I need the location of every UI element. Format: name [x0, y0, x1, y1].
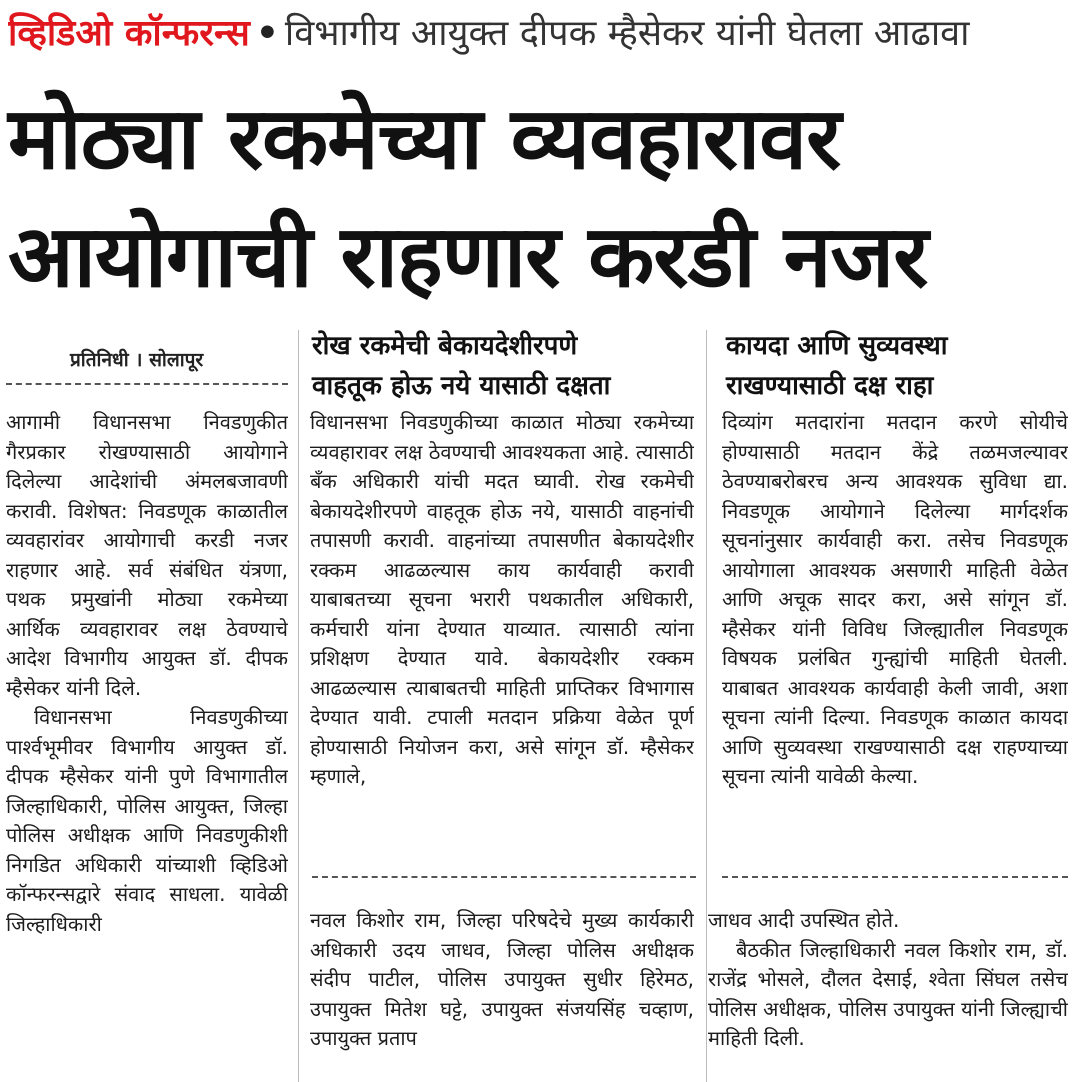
- column-2-body: [310, 408, 694, 870]
- column-2-continued: [310, 906, 694, 1078]
- column-1-paragraph-1: आगामी विधानसभा निवडणुकीत गैरप्रकार रोखण्यासाठी आयोगाने दिलेल्या आदेशांची अंमलबजावणी करावी. विशेषत: निवडणूक काळातील व्यवहारांवर आयोगाची करडी नजर राहणार आहे. सर्व संबंधित यंत्रणा, पथक प्रमुखांनी मोठ्या रकमेच्या आर्थिक व्यवहारावर लक्ष ठेवण्याचे आदेश विभागीय आयुक्त डॉ. दीपक म्हैसेकर यांनी दिले.: [6, 410, 288, 700]
- column-3-continued: [708, 906, 1068, 1078]
- column-2-subhead: [312, 326, 702, 406]
- column-2-subhead-line-2: वाहतूक होऊ नये यासाठी दक्षता: [312, 371, 611, 401]
- column-divider-2: [706, 330, 707, 1082]
- column-3-body: [722, 408, 1068, 870]
- kicker-line: [8, 6, 1068, 62]
- kicker-text: विभागीय आयुक्त दीपक म्हैसेकर यांनी घेतला आढावा: [284, 13, 970, 54]
- column-3-paragraph-2: जाधव आदी उपस्थित होते.: [708, 908, 900, 932]
- column-3-divider: [722, 876, 1068, 878]
- headline-line-1: मोठ्या रकमेच्या व्यवहारावर: [8, 89, 841, 189]
- column-2-divider: [312, 876, 696, 878]
- headline-line-2: आयोगाची राहणार करडी नजर: [8, 207, 928, 307]
- kicker-separator: •: [255, 13, 279, 54]
- column-2-paragraph-1: विधानसभा निवडणुकीच्या काळात मोठ्या रकमेच्या व्यवहारावर लक्ष ठेवण्याची आवश्यकता आहे. त्यासाठी बँक अधिकारी यांची मदत घ्यावी. रोख रकमेची बेकायदेशीरपणे वाहतूक होऊ नये, यासाठी वाहनांची तपासणी करावी. वाहनांच्या तपासणीत बेकायदेशीर रक्कम आढळल्यास काय कार्यवाही करावी याबाबतच्या सूचना भरारी पथकातील अधिकारी, कर्मचारी यांना देण्यात याव्यात. त्यासाठी त्यांना प्रशिक्षण देण्यात यावे. बेकायदेशीर रक्कम आढळल्यास त्याबाबतची माहिती प्राप्तिकर विभागास देण्यात यावी. टपाली मतदान प्रक्रिया वेळेत पूर्ण होण्यासाठी नियोजन करा, असे सांगून डॉ. म्हैसेकर म्हणाले,: [310, 410, 694, 788]
- headline: [8, 80, 1068, 316]
- column-3-subhead-line-1: कायदा आणि सुव्यवस्था: [726, 331, 948, 361]
- column-1-paragraph-2: विधानसभा निवडणुकीच्या पार्श्वभूमीवर विभागीय आयुक्त डॉ. दीपक म्हैसेकर यांनी पुणे विभागातील जिल्हाधिकारी, पोलिस आयुक्त, जिल्हा पोलिस अधीक्षक आणि निवडणुकीशी निगडित अधिकारी यांच्याशी व्हिडिओ कॉन्फरन्सद्वारे संवाद साधला. यावेळी जिल्हाधिकारी: [6, 705, 288, 936]
- column-divider-1: [298, 330, 299, 1082]
- byline-divider: [6, 383, 288, 385]
- byline: प्रतिनिधी । सोलापूर: [70, 349, 204, 371]
- kicker-label: व्हिडिओ कॉन्फरन्स: [8, 13, 250, 54]
- column-2-paragraph-2: नवल किशोर राम, जिल्हा परिषदेचे मुख्य कार्यकारी अधिकारी उदय जाधव, जिल्हा पोलिस अधीक्षक संदीप पाटील, पोलिस उपायुक्त सुधीर हिरेमठ, उपायुक्त मितेश घट्टे, उपायुक्त संजयसिंह चव्हाण, उपायुक्त प्रताप: [310, 908, 694, 1050]
- column-3-subhead: [726, 326, 1066, 406]
- column-1: [6, 408, 288, 1078]
- column-2-subhead-line-1: रोख रकमेची बेकायदेशीरपणे: [312, 331, 578, 361]
- column-3-subhead-line-2: राखण्यासाठी दक्ष राहा: [726, 371, 934, 401]
- column-3-paragraph-3: बैठकीत जिल्हाधिकारी नवल किशोर राम, डॉ. राजेंद्र भोसले, दौलत देसाई, श्वेता सिंघल तसेच पोलिस अधीक्षक, पोलिस उपायुक्त यांनी जिल्ह्याची माहिती दिली.: [708, 937, 1068, 1050]
- column-3-paragraph-1: दिव्यांग मतदारांना मतदान करणे सोयीचे होण्यासाठी मतदान केंद्रे तळमजल्यावर ठेवण्याबरोबरच अन्य आवश्यक सुविधा द्या. निवडणूक आयोगाने दिलेल्या मार्गदर्शक सूचनांनुसार कार्यवाही करा. तसेच निवडणूक आयोगाला आवश्यक असणारी माहिती वेळेत आणि अचूक सादर करा, असे सांगून डॉ. म्हैसेकर यांनी विविध जिल्ह्यातील निवडणूक विषयक प्रलंबित गुन्ह्यांची माहिती घेतली. याबाबत आवश्यक कार्यवाही केली जावी, अशा सूचना त्यांनी दिल्या. निवडणूक काळात कायदा आणि सुव्यवस्था राखण्यासाठी दक्ष राहण्याच्या सूचना त्यांनी यावेळी केल्या.: [722, 410, 1068, 788]
